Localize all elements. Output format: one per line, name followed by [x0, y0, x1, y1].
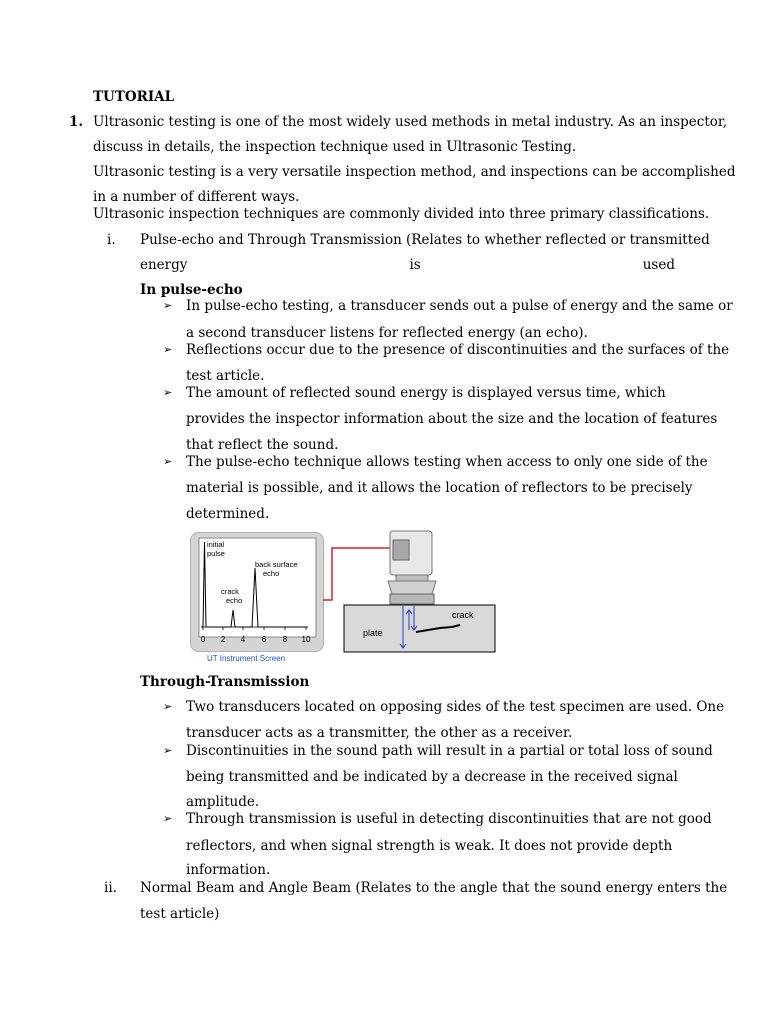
question-number: 1. [69, 114, 84, 130]
q1-line-1 [93, 114, 728, 130]
x-tick-label: 2 [220, 635, 226, 644]
crack-label: crack [452, 610, 474, 620]
arrow-bullet-icon: ➢ [163, 812, 173, 825]
tutorial-heading: TUTORIAL [93, 89, 175, 105]
item-i-word: is [409, 257, 421, 273]
pe-bullet-3-line-2: provides the inspector information about the size and the location of features [186, 411, 718, 427]
q1-line-5: Ultrasonic inspection techniques are commonly divided into three primary classifications. [93, 206, 710, 222]
tt-bullet-3-line-1: Through transmission is useful in detecting discontinuities that are not good [186, 811, 712, 827]
tt-bullet-2-line-1: Discontinuities in the sound path will result in a partial or total loss of sound [186, 743, 713, 759]
arrow-bullet-icon: ➢ [163, 386, 173, 399]
item-i-word: used [642, 257, 675, 273]
x-tick-label: 4 [240, 635, 246, 644]
tt-bullet-1-line-2: transducer acts as a transmitter, the other as a receiver. [186, 725, 573, 741]
ut-screen-caption: UT Instrument Screen [207, 654, 286, 663]
pe-bullet-1-line-2: a second transducer listens for reflected energy (an echo). [186, 325, 588, 341]
pe-bullet-4-line-1: The pulse-echo technique allows testing when access to only one side of the [186, 454, 708, 470]
item-i-line-2 [140, 257, 675, 273]
x-tick-label: 8 [282, 635, 288, 644]
tt-bullet-1-line-1: Two transducers located on opposing sides of the test specimen are used. One [186, 699, 725, 715]
item-ii-numeral: ii. [104, 880, 117, 896]
through-transmission-heading: Through-Transmission [140, 674, 310, 690]
ut-pulse-echo-figure [190, 530, 502, 666]
x-tick-label: 6 [261, 635, 267, 644]
initial-pulse-label: initial [207, 540, 225, 549]
arrow-bullet-icon: ➢ [163, 700, 173, 713]
arrow-bullet-icon: ➢ [163, 343, 173, 356]
back-surface-echo-label: echo [263, 569, 280, 578]
q1-line-4: in a number of different ways. [93, 189, 300, 205]
pe-bullet-4-line-2: material is possible, and it allows the location of reflectors to be precisely [186, 480, 693, 496]
transducer-icon [388, 531, 436, 604]
tt-bullet-2-line-3: amplitude. [186, 794, 260, 810]
pe-bullet-1-line-1: In pulse-echo testing, a transducer sends out a pulse of energy and the same or [186, 298, 733, 314]
item-ii-line-2: test article) [140, 906, 220, 922]
crack-echo-label: crack [221, 587, 239, 596]
pe-bullet-4-line-3: determined. [186, 506, 270, 522]
q1-line-3: Ultrasonic testing is a very versatile inspection method, and inspections can be accomplished [93, 164, 736, 180]
pe-bullet-2-line-2: test article. [186, 368, 265, 384]
plate-label: plate [363, 628, 383, 638]
crack-echo-label: echo [226, 596, 243, 605]
q1-line-1-text: Ultrasonic testing is one of the most widely used methods in metal industry. As an inspector, [93, 114, 728, 130]
tt-bullet-3-line-2: reflectors, and when signal strength is weak. It does not provide depth [186, 838, 673, 854]
arrow-bullet-icon: ➢ [163, 455, 173, 468]
arrow-bullet-icon: ➢ [163, 299, 173, 312]
initial-pulse-label: pulse [207, 549, 225, 558]
transducer-cable [323, 548, 390, 600]
q1-line-2: discuss in details, the inspection technique used in Ultrasonic Testing. [93, 139, 577, 155]
x-tick-label: 0 [200, 635, 206, 644]
pe-bullet-3-line-1: The amount of reflected sound energy is displayed versus time, which [186, 385, 666, 401]
pe-bullet-3-line-3: that reflect the sound. [186, 437, 339, 453]
item-i-line-1: Pulse-echo and Through Transmission (Relates to whether reflected or transmitted [140, 232, 710, 248]
item-i-numeral: i. [107, 232, 116, 248]
arrow-bullet-icon: ➢ [163, 744, 173, 757]
tt-bullet-3-line-3: information. [186, 862, 271, 878]
back-surface-echo-label: back surface [255, 560, 298, 569]
pulse-echo-heading: In pulse-echo [140, 282, 243, 298]
item-ii-line-1: Normal Beam and Angle Beam (Relates to the angle that the sound energy enters the [140, 880, 728, 896]
item-i-word: energy [140, 257, 188, 273]
x-tick-label: 10 [301, 635, 311, 644]
tt-bullet-2-line-2: being transmitted and be indicated by a decrease in the received signal [186, 769, 678, 785]
pe-bullet-2-line-1: Reflections occur due to the presence of discontinuities and the surfaces of the [186, 342, 730, 358]
